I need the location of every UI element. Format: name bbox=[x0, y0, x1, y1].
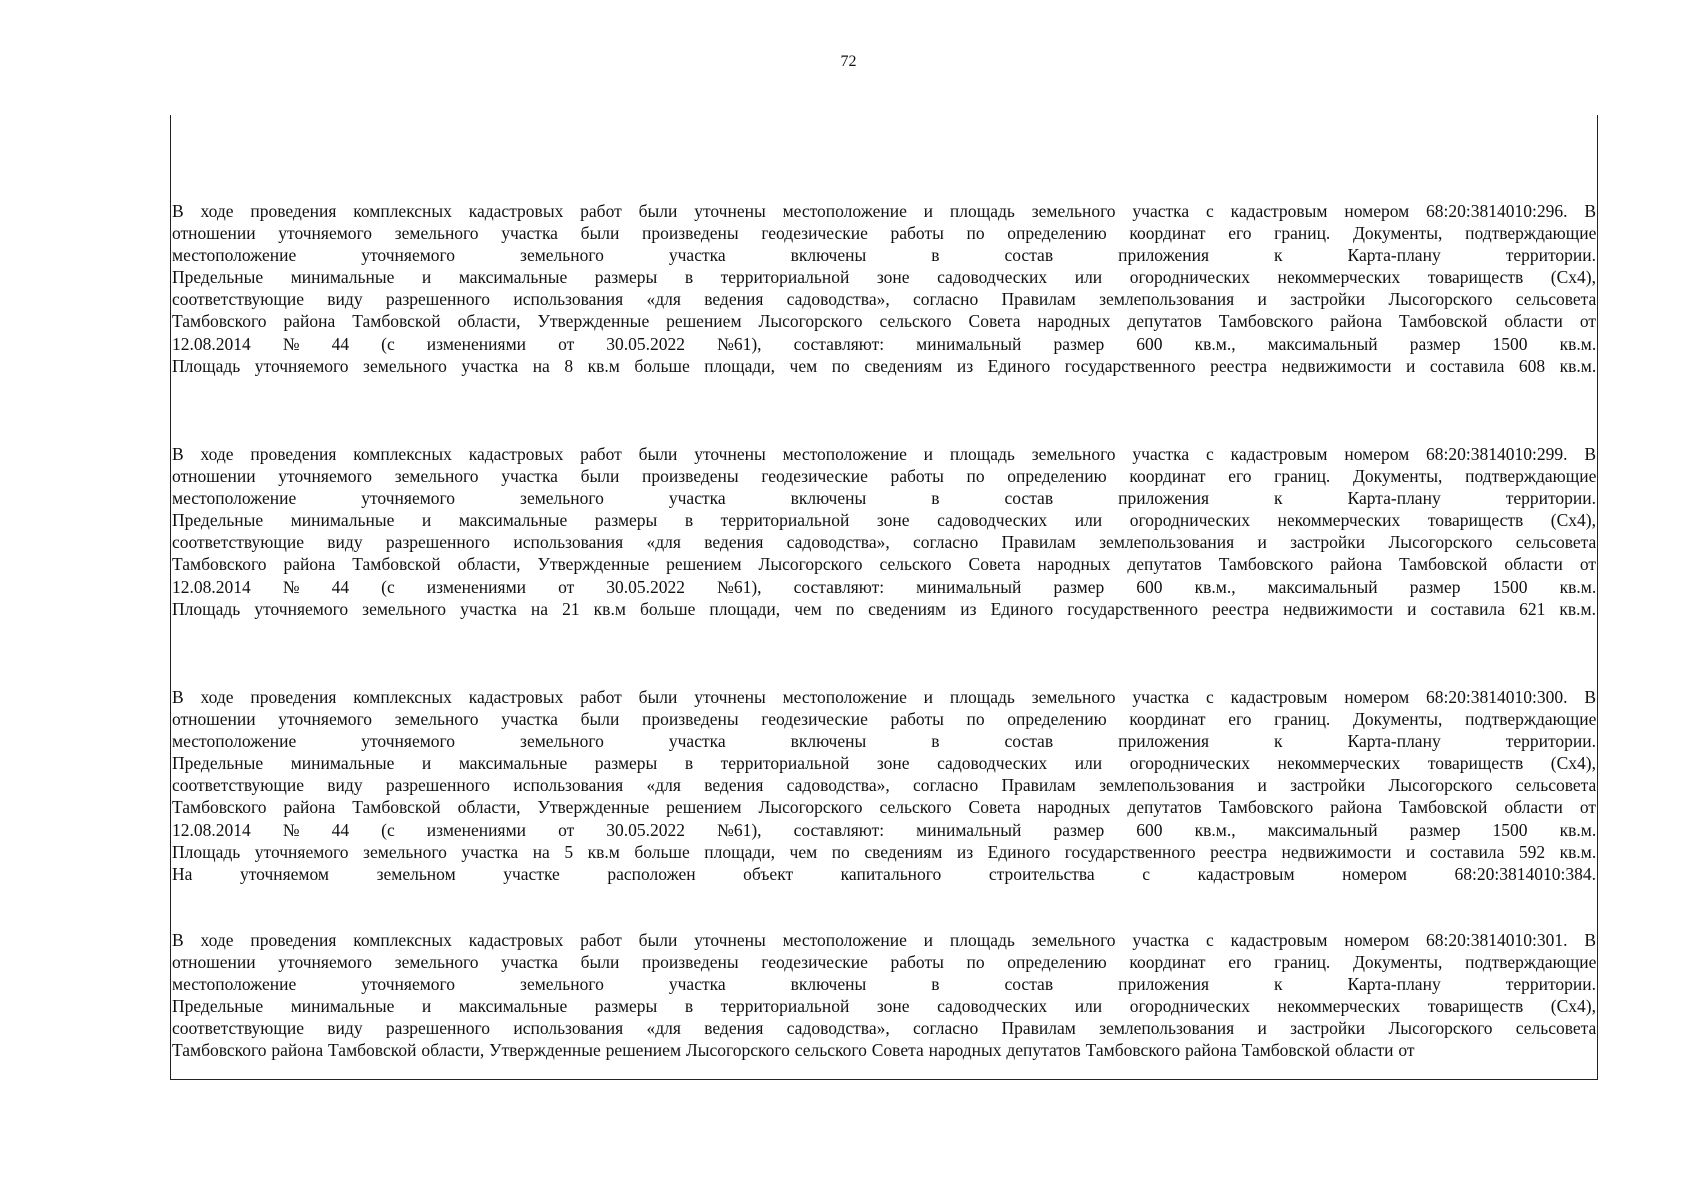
paragraph-line: местоположение уточняемого земельного участка включены в состав приложения к Карта-плану территории. bbox=[172, 731, 1596, 752]
parcel-paragraph-301 bbox=[172, 929, 1596, 1062]
paragraph-line: В ходе проведения комплексных кадастровых работ были уточнены местоположение и площадь земельного участка с кадастровым номером 68:20:3814010:300. В bbox=[172, 687, 1596, 707]
paragraph-line: Тамбовского района Тамбовской области, Утвержденные решением Лысогорского сельского Совета народных депутатов Тамбовского района Тамбовской области от bbox=[172, 1040, 1415, 1061]
paragraph-line: 12.08.2014 № 44 (с изменениями от 30.05.2022 №61), составляют: минимальный размер 600 кв.м., максимальный размер 1500 кв.м. bbox=[172, 819, 1596, 840]
paragraph-line: Тамбовского района Тамбовской области, Утвержденные решением Лысогорского сельского Совета народных депутатов Тамбовского района Тамбовской области от bbox=[172, 554, 1596, 575]
paragraph-line: В ходе проведения комплексных кадастровых работ были уточнены местоположение и площадь земельного участка с кадастровым номером 68:20:3814010:296. В bbox=[172, 201, 1596, 221]
paragraph-line: местоположение уточняемого земельного участка включены в состав приложения к Карта-плану территории. bbox=[172, 245, 1596, 266]
paragraph-line: Тамбовского района Тамбовской области, Утвержденные решением Лысогорского сельского Совета народных депутатов Тамбовского района Тамбовской области от bbox=[172, 311, 1596, 332]
paragraph-line: местоположение уточняемого земельного участка включены в состав приложения к Карта-плану территории. bbox=[172, 488, 1596, 509]
paragraph-line: 12.08.2014 № 44 (с изменениями от 30.05.2022 №61), составляют: минимальный размер 600 кв.м., максимальный размер 1500 кв.м. bbox=[172, 576, 1596, 597]
paragraph-line: отношении уточняемого земельного участка были произведены геодезические работы по определению координат его границ. Документы, подтверждающие bbox=[172, 952, 1596, 973]
paragraph-line: В ходе проведения комплексных кадастровых работ были уточнены местоположение и площадь земельного участка с кадастровым номером 68:20:3814010:301. В bbox=[172, 930, 1596, 950]
paragraph-line: Площадь уточняемого земельного участка на 8 кв.м больше площади, чем по сведениям из Единого государственного реестра недвижимости и составила 608 кв.м. bbox=[172, 355, 1596, 376]
paragraph-line: соответствующие виду разрешенного использования «для ведения садоводства», согласно Правилам землепользования и застройки Лысогорского сельсовета bbox=[172, 775, 1596, 796]
paragraph-line: На уточняемом земельном участке расположен объект капитального строительства с кадастровым номером 68:20:3814010:384. bbox=[172, 863, 1596, 884]
page-number: 72 bbox=[840, 53, 857, 70]
paragraph-line: соответствующие виду разрешенного использования «для ведения садоводства», согласно Правилам землепользования и застройки Лысогорского сельсовета bbox=[172, 289, 1596, 310]
parcel-paragraph-296 bbox=[172, 200, 1596, 377]
paragraph-line: соответствующие виду разрешенного использования «для ведения садоводства», согласно Правилам землепользования и застройки Лысогорского сельсовета bbox=[172, 532, 1596, 553]
paragraph-line: отношении уточняемого земельного участка были произведены геодезические работы по определению координат его границ. Документы, подтверждающие bbox=[172, 223, 1596, 244]
paragraph-line: Площадь уточняемого земельного участка на 5 кв.м больше площади, чем по сведениям из Единого государственного реестра недвижимости и составила 592 кв.м. bbox=[172, 841, 1596, 862]
paragraph-line: В ходе проведения комплексных кадастровых работ были уточнены местоположение и площадь земельного участка с кадастровым номером 68:20:3814010:299. В bbox=[172, 444, 1596, 464]
paragraph-line: 12.08.2014 № 44 (с изменениями от 30.05.2022 №61), составляют: минимальный размер 600 кв.м., максимальный размер 1500 кв.м. bbox=[172, 333, 1596, 354]
paragraph-line: отношении уточняемого земельного участка были произведены геодезические работы по определению координат его границ. Документы, подтверждающие bbox=[172, 709, 1596, 730]
parcel-paragraph-299 bbox=[172, 443, 1596, 620]
paragraph-line: Предельные минимальные и максимальные размеры в территориальной зоне садоводческих или огороднических некоммерческих товариществ (Сх4), bbox=[172, 753, 1596, 774]
paragraph-line: соответствующие виду разрешенного использования «для ведения садоводства», согласно Правилам землепользования и застройки Лысогорского сельсовета bbox=[172, 1018, 1596, 1039]
paragraph-line: отношении уточняемого земельного участка были произведены геодезические работы по определению координат его границ. Документы, подтверждающие bbox=[172, 466, 1596, 487]
paragraph-line: Площадь уточняемого земельного участка на 21 кв.м больше площади, чем по сведениям из Единого государственного реестра недвижимости и составила 621 кв.м. bbox=[172, 598, 1596, 619]
paragraph-line: Предельные минимальные и максимальные размеры в территориальной зоне садоводческих или огороднических некоммерческих товариществ (Сх4), bbox=[172, 267, 1596, 288]
paragraph-line: местоположение уточняемого земельного участка включены в состав приложения к Карта-плану территории. bbox=[172, 974, 1596, 995]
paragraph-line: Тамбовского района Тамбовской области, Утвержденные решением Лысогорского сельского Совета народных депутатов Тамбовского района Тамбовской области от bbox=[172, 797, 1596, 818]
paragraph-line: Предельные минимальные и максимальные размеры в территориальной зоне садоводческих или огороднических некоммерческих товариществ (Сх4), bbox=[172, 996, 1596, 1017]
paragraph-line: Предельные минимальные и максимальные размеры в территориальной зоне садоводческих или огороднических некоммерческих товариществ (Сх4), bbox=[172, 510, 1596, 531]
parcel-paragraph-300 bbox=[172, 686, 1596, 885]
